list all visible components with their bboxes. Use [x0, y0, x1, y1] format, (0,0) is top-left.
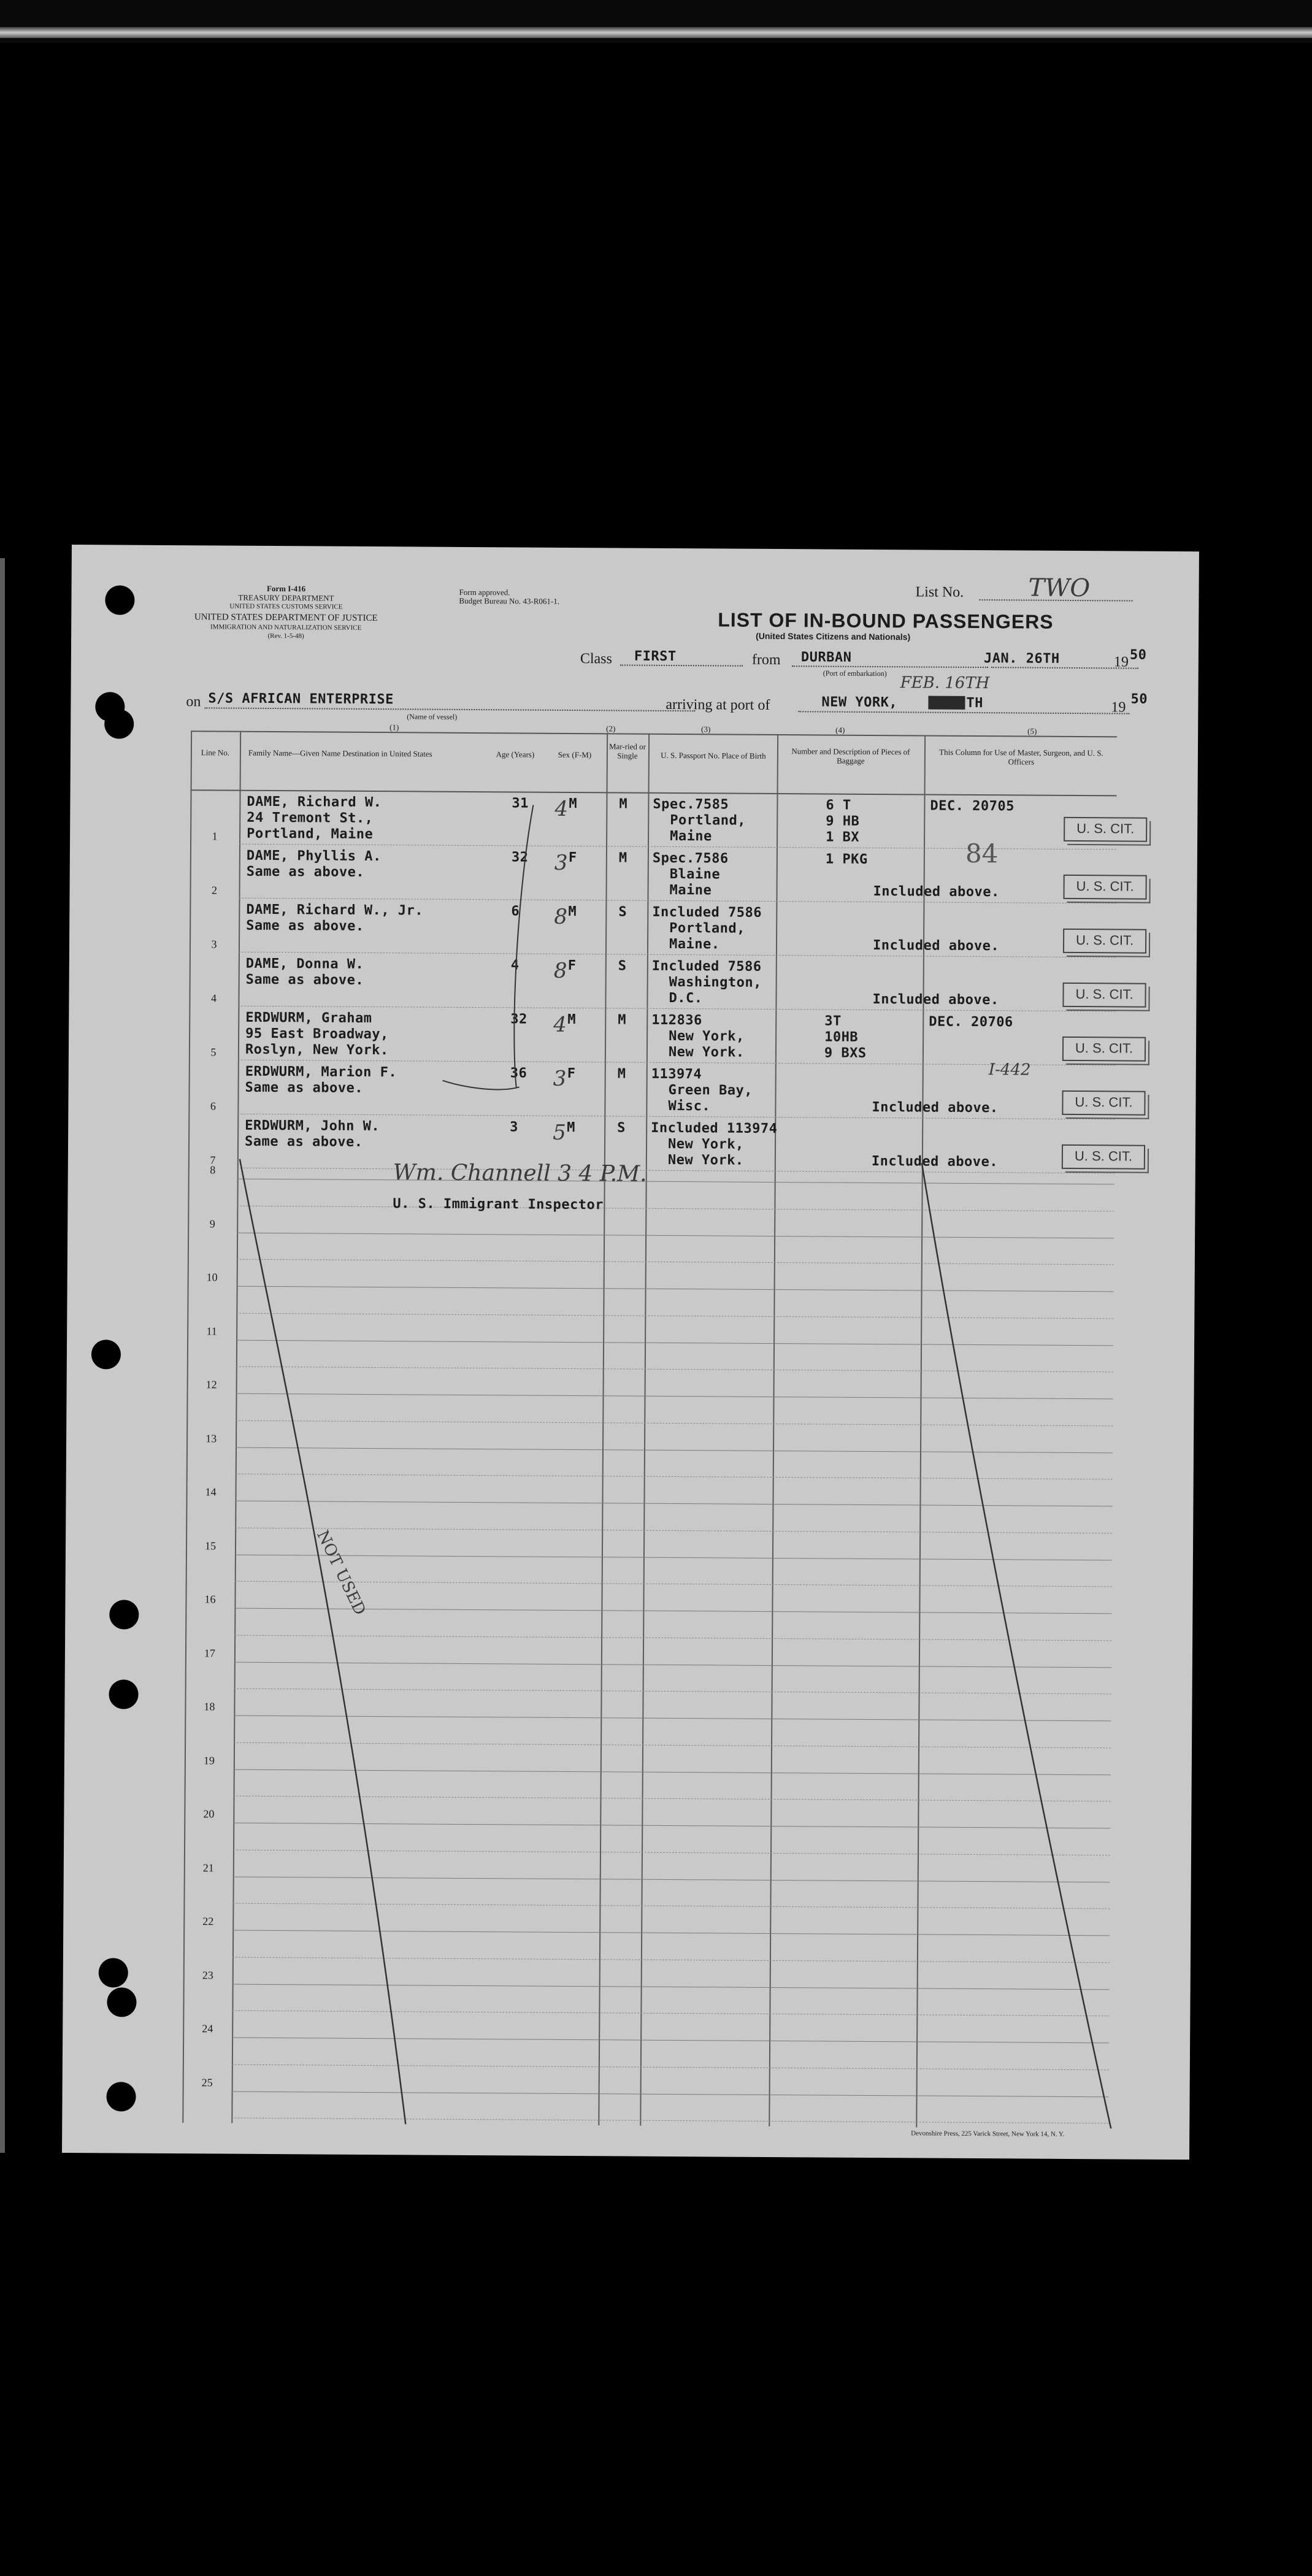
line-number: 6	[210, 1100, 216, 1113]
line-number: 12	[205, 1378, 217, 1391]
line-number: 7	[210, 1154, 216, 1167]
list-no-label: List No.	[915, 584, 964, 600]
line-number: 18	[204, 1700, 215, 1713]
us-citizen-stamp: U. S. CIT.	[1064, 817, 1147, 842]
line-number: 24	[202, 2022, 213, 2035]
passenger-name-line: DAME, Donna W.	[245, 956, 364, 972]
revision: (Rev. 1-5-48)	[267, 632, 304, 640]
i-442-note: I-442	[988, 1060, 1031, 1079]
officer-note: Included above.	[872, 937, 1000, 954]
vessel-note: (Name of vessel)	[407, 712, 458, 721]
from-value: DURBAN	[800, 650, 852, 665]
year-prefix: 19	[1113, 654, 1129, 670]
arriving-label: arriving at port of	[666, 696, 770, 713]
scan-top-strip	[0, 0, 1312, 43]
passport-line: Spec.7585	[653, 796, 729, 813]
passport-line: Maine.	[669, 936, 720, 953]
line-number: 8	[210, 1163, 216, 1176]
line-number: 5	[210, 1046, 217, 1059]
class-label: Class	[580, 651, 612, 667]
header-name: Family Name—Given Name Destination in United States	[248, 748, 432, 759]
ins-label: IMMIGRATION AND NATURALIZATION SERVICE	[210, 623, 362, 632]
officer-note: Included above.	[872, 991, 999, 1008]
passenger-name-line: Roslyn, New York.	[245, 1041, 389, 1059]
line-number: 1	[212, 830, 218, 843]
port-of-embarkation-note: (Port of embarkation)	[823, 669, 887, 678]
passenger-name-line: Same as above.	[245, 1079, 364, 1096]
arrival-port: NEW YORK,	[821, 694, 898, 711]
col-num-5: (5)	[1027, 726, 1037, 736]
header-age: Age (Years)	[496, 749, 535, 759]
arrival-date-typed: TH	[966, 695, 984, 711]
line-number: 16	[204, 1593, 216, 1606]
line-number: 19	[203, 1754, 215, 1766]
list-no-value: TWO	[1028, 573, 1091, 603]
scan-left-edge	[0, 558, 5, 2153]
passport-line: Maine	[670, 828, 712, 845]
depart-date: JAN. 26TH	[983, 651, 1060, 667]
passenger-age: 4	[510, 957, 520, 973]
passenger-marital-status: M	[617, 1066, 626, 1082]
line-number: 14	[205, 1485, 217, 1498]
passport-line: 112836	[651, 1012, 702, 1029]
us-citizen-stamp: U. S. CIT.	[1063, 929, 1146, 954]
budget-bureau: Budget Bureau No. 43-R061-1.	[459, 596, 560, 606]
header-line-no: Line No.	[201, 748, 230, 757]
handwritten-mark: 3	[553, 1066, 567, 1091]
passenger-sex: F	[567, 1065, 576, 1082]
col-num-3: (3)	[701, 724, 711, 734]
line-number: 22	[202, 1915, 214, 1928]
us-citizen-stamp: U. S. CIT.	[1062, 1091, 1145, 1116]
passenger-name-line: 95 East Broadway,	[245, 1025, 389, 1043]
not-used-note: NOT USED	[313, 1527, 369, 1619]
col-num-2: (2)	[606, 724, 616, 734]
passenger-name-line: Same as above.	[246, 864, 365, 880]
passenger-marital-status: M	[618, 850, 627, 866]
passport-line: Portland,	[670, 812, 746, 829]
line-number: 17	[204, 1646, 216, 1659]
line-number: 15	[204, 1539, 217, 1552]
baggage-line: 6 T	[826, 797, 851, 813]
year-1: 50	[1129, 647, 1147, 663]
line-number: 4	[210, 992, 217, 1005]
passport-line: New York.	[667, 1152, 744, 1168]
passport-line: New York,	[669, 1028, 745, 1045]
passport-line: Included 7586	[652, 904, 762, 921]
passport-line: Maine	[669, 882, 712, 899]
passport-line: Washington,	[669, 974, 762, 991]
passport-line: New York.	[668, 1044, 745, 1060]
passenger-name-line: DAME, Richard W.	[247, 794, 382, 811]
us-citizen-stamp: U. S. CIT.	[1062, 1144, 1145, 1170]
passenger-marital-status: S	[617, 1120, 626, 1136]
baggage-line: 3T	[824, 1013, 842, 1029]
form-number: Form I-416	[266, 583, 306, 594]
form-approved: Form approved.	[459, 587, 510, 597]
line-number: 21	[202, 1861, 214, 1874]
passport-line: Portland,	[669, 920, 745, 937]
line-number: 2	[212, 884, 218, 897]
handwritten-mark: 8	[554, 904, 568, 929]
passenger-sex: F	[568, 849, 577, 866]
page-title: LIST OF IN-BOUND PASSENGERS	[718, 608, 1054, 633]
line-number: 10	[206, 1271, 218, 1284]
passenger-age: 32	[510, 1011, 527, 1027]
passenger-age: 32	[511, 849, 529, 865]
passenger-name-line: DAME, Richard W., Jr.	[246, 902, 424, 919]
passport-line: Included 113974	[651, 1120, 778, 1137]
not-used-strike-lines	[62, 545, 1199, 2160]
arrival-date-handwritten: FEB. 16TH	[900, 673, 990, 693]
handwritten-mark: 4	[554, 796, 569, 821]
officer-note: Included above.	[872, 1099, 999, 1116]
passenger-name-line: Same as above.	[246, 918, 364, 934]
department-of-justice: UNITED STATES DEPARTMENT OF JUSTICE	[194, 612, 378, 624]
passenger-marital-status: S	[618, 958, 627, 974]
passenger-age: 36	[510, 1065, 527, 1081]
passenger-name-line: ERDWURM, John W.	[245, 1117, 380, 1135]
passenger-age: 31	[512, 795, 529, 811]
passenger-sex: M	[567, 1119, 576, 1136]
year-2: 50	[1130, 691, 1148, 707]
year-prefix-2: 19	[1111, 699, 1126, 716]
passenger-age: 3	[510, 1119, 519, 1135]
customs-service: UNITED STATES CUSTOMS SERVICE	[229, 602, 343, 611]
passport-line: Green Bay,	[668, 1082, 753, 1098]
passenger-name-line: 24 Tremont St.,	[247, 810, 374, 827]
line-number: 9	[209, 1217, 215, 1230]
line-number: 25	[201, 2076, 213, 2088]
from-label: from	[751, 651, 781, 669]
on-label: on	[186, 694, 201, 710]
header-married: Mar-ried or Single	[608, 742, 646, 761]
us-citizen-stamp: U. S. CIT.	[1062, 983, 1146, 1008]
header-baggage: Number and Description of Pieces of Baggage	[791, 746, 910, 765]
col-num-4: (4)	[835, 725, 845, 735]
baggage-line: 1 BX	[826, 829, 860, 845]
col-num-1: (1)	[389, 723, 399, 732]
header-sex: Sex (F-M)	[558, 749, 592, 760]
handwritten-mark: 8	[553, 958, 567, 983]
treasury-department: TREASURY DEPARTMENT	[238, 592, 334, 603]
passenger-marital-status: S	[618, 904, 627, 920]
passenger-sex: M	[569, 795, 578, 812]
passport-line: Spec.7586	[652, 850, 729, 867]
printer-imprint: Devonshire Press, 225 Varick Street, New York 14, N. Y.	[911, 2129, 1065, 2138]
handwritten-mark: 3	[554, 850, 568, 875]
passport-line: Wisc.	[668, 1098, 711, 1114]
passenger-name-line: Same as above.	[244, 1133, 363, 1150]
passenger-marital-status: M	[619, 796, 628, 812]
header-passport: U. S. Passport No. Place of Birth	[661, 750, 766, 761]
us-citizen-stamp: U. S. CIT.	[1064, 875, 1147, 900]
passenger-name-line: ERDWURM, Graham	[245, 1010, 372, 1027]
line-number: 23	[202, 1968, 213, 1981]
passenger-name-line: DAME, Phyllis A.	[246, 848, 382, 865]
passenger-marital-status: M	[618, 1012, 627, 1028]
passenger-sex: F	[567, 957, 577, 974]
manifest-sheet	[62, 545, 1199, 2160]
passenger-name-line: Same as above.	[245, 972, 364, 988]
line-number: 20	[203, 1807, 215, 1820]
officer-note: DEC. 20705	[930, 798, 1015, 815]
passenger-name-line: ERDWURM, Marion F.	[245, 1064, 397, 1081]
vessel-name: S/S AFRICAN ENTERPRISE	[208, 691, 394, 708]
passport-line: Blaine	[669, 866, 721, 883]
passport-line: Included 7586	[651, 958, 762, 975]
officer-note: DEC. 20706	[929, 1014, 1013, 1030]
baggage-line: 10HB	[824, 1029, 859, 1045]
line-number: 13	[205, 1432, 217, 1444]
line-number: 3	[211, 938, 217, 951]
passenger-sex: M	[568, 903, 577, 920]
officer-note: Included above.	[871, 1153, 999, 1170]
mark-84: 84	[965, 838, 999, 869]
passport-line: D.C.	[669, 990, 703, 1006]
baggage-line: 9 BXS	[824, 1045, 867, 1061]
us-citizen-stamp: U. S. CIT.	[1062, 1037, 1146, 1062]
class-value: FIRST	[634, 648, 677, 665]
handwritten-mark: 5	[553, 1120, 566, 1145]
handwritten-mark: 4	[553, 1012, 567, 1037]
passenger-name-line: Portland, Maine	[247, 826, 374, 843]
officer-note: Included above.	[873, 883, 1000, 900]
inspector-signature: Wm. Channell 3 4 P.M.	[393, 1160, 647, 1187]
inspector-title: U. S. Immigrant Inspector	[393, 1196, 604, 1213]
passport-line: 113974	[651, 1066, 702, 1083]
baggage-line: 1 PKG	[825, 851, 868, 867]
line-number: 11	[206, 1324, 217, 1337]
passport-line: New York,	[667, 1136, 744, 1152]
passenger-sex: M	[567, 1011, 577, 1028]
baggage-line: 9 HB	[826, 813, 860, 829]
header-officers: This Column for Use of Master, Surgeon, and U. S. Officers	[939, 747, 1103, 767]
page-subtitle: (United States Citizens and Nationals)	[756, 631, 911, 642]
passenger-age: 6	[511, 903, 520, 919]
